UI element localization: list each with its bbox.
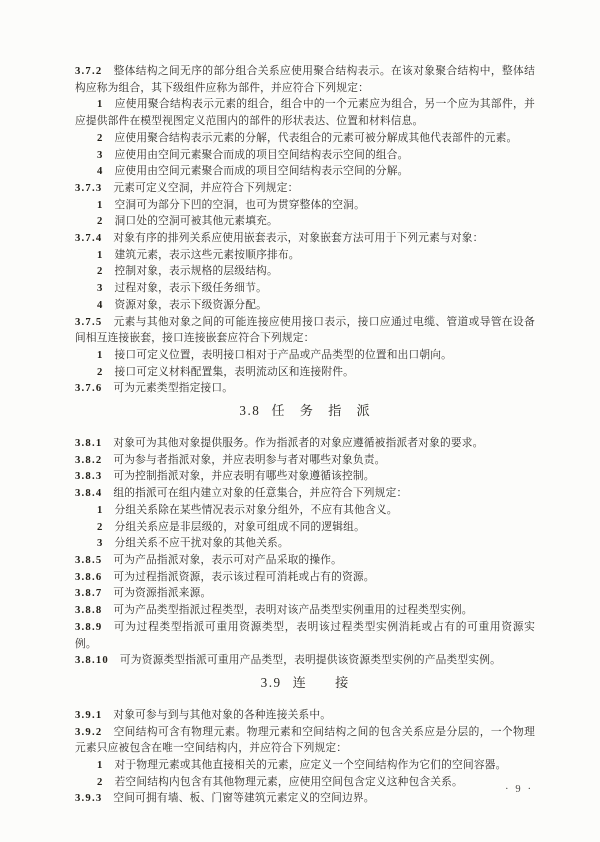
page-number-right-dot: ·: [527, 784, 531, 795]
clause-text: 对象有序的排列关系应使用嵌套表示，对象嵌套方法可用于下列元素与对象：: [113, 232, 484, 245]
section-title: 连 接: [292, 674, 350, 690]
clause-paragraph: [75, 652, 535, 669]
section-number: 3.8: [239, 403, 261, 419]
item-number: 1: [97, 98, 104, 111]
clause-text: 可为资源指派来源。: [113, 587, 212, 600]
clause-paragraph: [75, 452, 535, 469]
item-text: 分组关系除在某些情况表示对象分组外，不应有其他含义。: [114, 503, 398, 516]
clause-number: 3.9.3: [75, 792, 103, 805]
item-number: 1: [97, 198, 104, 211]
item-number: 4: [97, 165, 104, 178]
clause-text: 可为元素类型指定接口。: [113, 382, 234, 395]
list-item: [75, 535, 535, 552]
list-item: [75, 774, 535, 791]
clause-paragraph: [75, 585, 535, 602]
list-item: [75, 263, 535, 280]
clause-text: 可为控制指派对象，并应表明有哪些对象遵循该控制。: [113, 470, 375, 483]
list-item: [75, 130, 535, 147]
clause-number: 3.7.3: [75, 181, 103, 194]
item-text: 若空间结构内包含有其他物理元素，应使用空间包含定义这种包含关系。: [114, 775, 463, 788]
item-number: 2: [97, 131, 104, 144]
clause-paragraph: [75, 602, 535, 619]
clause-text: 对象可参与到与其他对象的各种连接关系中。: [113, 708, 332, 721]
clause-number: 3.7.5: [75, 315, 103, 328]
list-item: [75, 147, 535, 164]
page-number-left-dot: ·: [505, 784, 509, 795]
clause-number: 3.8.8: [75, 604, 103, 617]
list-item: [75, 163, 535, 180]
list-item: [75, 757, 535, 774]
clause-text: 可为资源类型指派可重用产品类型，表明提供该资源类型实例的产品类型实例。: [119, 654, 501, 667]
list-item: [75, 347, 535, 364]
clause-paragraph: [75, 485, 535, 502]
item-number: 3: [97, 537, 104, 550]
list-item: [75, 280, 535, 297]
clause-text: 元素可定义空洞，并应符合下列规定：: [113, 181, 299, 194]
section-heading: [75, 674, 535, 691]
clause-paragraph: [75, 380, 535, 397]
clause-text: 可为参与者指派对象，并应表明参与者对哪些对象负责。: [113, 453, 386, 466]
document-body: [75, 63, 535, 807]
clause-number: 3.8.3: [75, 470, 103, 483]
clause-number: 3.8.6: [75, 570, 103, 583]
clause-number: 3.8.5: [75, 553, 103, 566]
item-text: 控制对象，表示规格的层级结构。: [114, 265, 278, 278]
item-number: 2: [97, 775, 104, 788]
clause-paragraph: [75, 790, 535, 807]
clause-text: 组的指派可在组内建立对象的任意集合，并应符合下列规定：: [113, 487, 408, 500]
clause-paragraph: [75, 468, 535, 485]
item-number: 1: [97, 348, 104, 361]
list-item: [75, 197, 535, 214]
clause-paragraph: [75, 707, 535, 724]
page-number-value: 9: [515, 784, 521, 795]
clause-number: 3.9.2: [75, 725, 103, 738]
clause-text: 可为产品类型指派过程类型，表明对该产品类型实例重用的过程类型实例。: [113, 604, 473, 617]
item-text: 分组关系不应干扰对象的其他关系。: [114, 537, 289, 550]
item-text: 对于物理元素或其他直接相关的元素，应定义一个空间结构作为它们的空间容器。: [114, 759, 507, 772]
item-number: 2: [97, 215, 104, 228]
item-number: 3: [97, 282, 104, 295]
item-text: 接口可定义材料配置集，表明流动区和连接附件。: [114, 365, 355, 378]
clause-number: 3.7.6: [75, 382, 103, 395]
list-item: [75, 247, 535, 264]
list-item: [75, 364, 535, 381]
clause-number: 3.8.1: [75, 437, 103, 450]
item-number: 2: [97, 520, 104, 533]
item-text: 过程对象，表示下级任务细节。: [114, 282, 267, 295]
section-heading: [75, 402, 535, 419]
list-item: [75, 297, 535, 314]
clause-number: 3.8.7: [75, 587, 103, 600]
item-number: 2: [97, 365, 104, 378]
clause-number: 3.7.2: [75, 65, 103, 77]
item-text: 分组关系应是非层级的，对象可组成不同的逻辑组。: [114, 520, 365, 533]
item-text: 应使用聚合结构表示元素的分解，代表组合的元素可被分解成其他代表部件的元素。: [114, 131, 518, 144]
item-number: 4: [97, 298, 104, 311]
list-item: [75, 96, 535, 129]
clause-text: 空间可拥有墙、板、门窗等建筑元素定义的空间边界。: [113, 792, 375, 805]
clause-number: 3.8.9: [75, 620, 103, 633]
clause-paragraph: [75, 230, 535, 247]
item-text: 建筑元素，表示这些元素按顺序排布。: [114, 248, 300, 261]
clause-paragraph: [75, 619, 535, 652]
item-text: 应使用聚合结构表示元素的组合，组合中的一个元素应为组合，另一个应为其部件，并应提供部件在模型视图定义范围内的部件的形状表达、位置和材料信息。: [75, 98, 535, 128]
clause-paragraph: [75, 180, 535, 197]
clause-text: 对象可为其他对象提供服务。作为指派者的对象应遵循被指派者对象的要求。: [113, 437, 484, 450]
clause-number: 3.7.4: [75, 232, 103, 245]
clause-paragraph: [75, 63, 535, 96]
clause-text: 可为过程类型指派可重用资源类型，表明该过程类型实例消耗或占有的可重用资源实例。: [75, 620, 535, 650]
clause-paragraph: [75, 435, 535, 452]
clause-paragraph: [75, 314, 535, 347]
clause-paragraph: [75, 724, 535, 757]
section-number: 3.9: [260, 674, 282, 690]
item-number: 1: [97, 248, 104, 261]
item-number: 3: [97, 148, 104, 161]
clause-paragraph: [75, 552, 535, 569]
item-number: 1: [97, 759, 104, 772]
clause-text: 整体结构之间无序的部分组合关系应使用聚合结构表示。在该对象聚合结构中，整体结构应称为组合，其下级组件应称为部件，并应符合下列规定：: [75, 65, 535, 94]
list-item: [75, 213, 535, 230]
item-text: 接口可定义位置，表明接口相对于产品或产品类型的位置和出口朝向。: [114, 348, 453, 361]
item-number: 2: [97, 265, 104, 278]
clause-text: 可为产品指派对象，表示可对产品采取的操作。: [113, 553, 343, 566]
clause-paragraph: [75, 569, 535, 586]
page-number: [505, 784, 531, 795]
clause-number: 3.8.4: [75, 487, 103, 500]
clause-number: 3.8.2: [75, 453, 103, 466]
clause-text: 空间结构可含有物理元素。物理元素和空间结构之间的包含关系应是分层的，一个物理元素只应被包含在唯一空间结构内，并应符合下列规定：: [75, 725, 535, 755]
clause-text: 元素与其他对象之间的可能连接应使用接口表示，接口应通过电缆、管道或导管在设备间相互连接嵌套，接口连接嵌套应符合下列规定：: [75, 315, 535, 345]
list-item: [75, 519, 535, 536]
item-text: 资源对象，表示下级资源分配。: [114, 298, 267, 311]
item-text: 洞口处的空洞可被其他元素填充。: [114, 215, 278, 228]
clause-text: 可为过程指派资源，表示该过程可消耗或占有的资源。: [113, 570, 375, 583]
item-number: 1: [97, 503, 104, 516]
list-item: [75, 502, 535, 519]
section-title: 任 务 指 派: [271, 403, 371, 419]
clause-number: 3.9.1: [75, 708, 103, 721]
item-text: 应使用由空间元素聚合而成的项目空间结构表示空间的组合。: [114, 148, 409, 161]
item-text: 应使用由空间元素聚合而成的项目空间结构表示空间的分解。: [114, 165, 409, 178]
clause-number: 3.8.10: [75, 654, 109, 667]
item-text: 空洞可为部分下凹的空洞，也可为贯穿整体的空洞。: [114, 198, 365, 211]
